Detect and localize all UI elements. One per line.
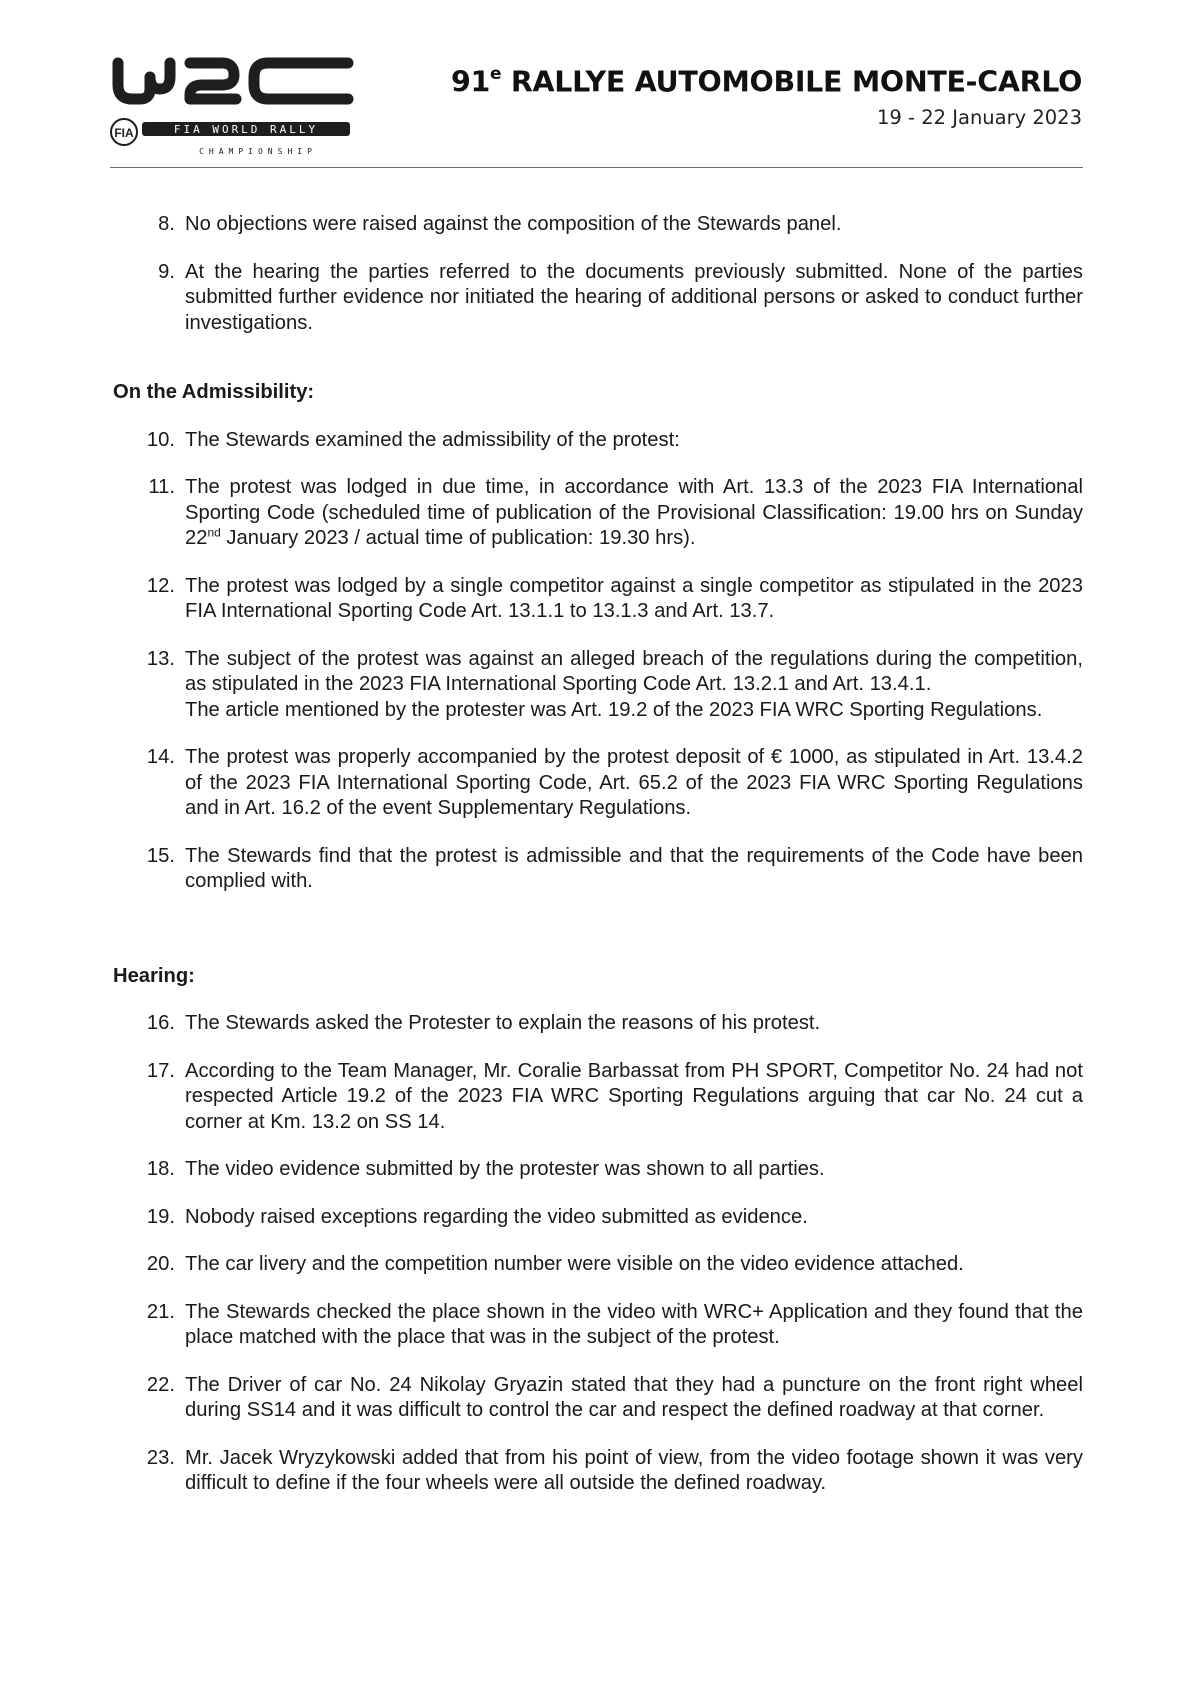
item-21: 21. The Stewards checked the place shown in the video with WRC+ Application and they found that the place matched with the place that was in the subject of the protest. — [146, 1300, 1083, 1348]
item-22: 22. The Driver of car No. 24 Nikolay Gryazin stated that they had a puncture on the front right wheel during SS14 and it was difficult to control the car and respect the defined roadway at that corner. — [146, 1373, 1083, 1421]
fia-badge-text: FIA — [114, 126, 134, 140]
item-15: 15. The Stewards find that the protest is admissible and that the requirements of the Code have been complied with. — [146, 844, 1083, 892]
item-12: 12. The protest was lodged by a single competitor against a single competitor as stipulated in the 2023 FIA International Sporting Code Art. 13.1.1 to 13.1.3 and Art. 13.7. — [146, 574, 1083, 622]
item-9: 9. At the hearing the parties referred to the documents previously submitted. None of the parties submitted further evidence nor initiated the hearing of additional persons or asked to conduct further investigations. — [158, 260, 1083, 334]
event-dates: 19 - 22 January 2023 — [876, 105, 1082, 129]
item-11: 11. The protest was lodged in due time, in accordance with Art. 13.3 of the 2023 FIA International Sporting Code (scheduled time of publication of the Provisional Classification: 19.00 hrs on Sunday 22nd January 2023 / actual time of publication: 19.30 hrs). — [148, 476, 1083, 549]
header — [451, 58, 1082, 131]
logo-subtitle: FIA WORLD RALLY — [173, 123, 319, 136]
item-8: 8. No objections were raised against the composition of the Stewards panel. — [158, 213, 842, 235]
item-18: 18. The video evidence submitted by the protester was shown to all parties. — [146, 1158, 825, 1180]
wrc-logo — [110, 55, 380, 165]
item-17: 17. According to the Team Manager, Mr. Coralie Barbassat from PH SPORT, Competitor No. 24 had not respected Article 19.2 of the 2023 FIA WRC Sporting Regulations arguing that car No. 24 cut a corner at Km. 13.2 on SS 14. — [146, 1059, 1083, 1133]
logo-subtitle2: CHAMPIONSHIP — [199, 147, 317, 156]
item-10: 10. The Stewards examined the admissibility of the protest: — [146, 428, 680, 451]
item-16: 16. The Stewards asked the Protester to explain the reasons of his protest. — [146, 1012, 821, 1034]
section-heading-hearing: Hearing: — [113, 964, 195, 987]
section-heading-admissibility: On the Admissibility: — [113, 381, 315, 403]
header-divider — [110, 167, 1083, 168]
item-20: 20. The car livery and the competition number were visible on the video evidence attached. — [146, 1253, 964, 1275]
item-14: 14. The protest was properly accompanied by the protest deposit of € 1000, as stipulated in Art. 13.4.2 of the 2023 FIA International Sporting Code, Art. 65.2 of the 2023 FIA WRC Sporting Regulations and in Art. 16.2 of the event Supplementary Regulations. — [146, 746, 1083, 819]
fia-badge — [111, 119, 137, 145]
item-13: 13. The subject of the protest was against an alleged breach of the regulations during the competition, as stipulated in the 2023 FIA International Sporting Code Art. 13.2.1 and Art. 13.4.1. The article mentioned by the protester was Art. 19.2 of the 2023 FIA WRC Sporting Regulations. — [146, 647, 1083, 721]
item-23: 23. Mr. Jacek Wryzykowski added that from his point of view, from the video footage shown it was very difficult to define if the four wheels were all outside the defined roadway. — [146, 1446, 1083, 1494]
event-title: 91e RALLYE AUTOMOBILE MONTE-CARLO — [450, 64, 1082, 99]
item-19: 19. Nobody raised exceptions regarding the video submitted as evidence. — [146, 1205, 808, 1228]
document-body — [113, 212, 1083, 1497]
